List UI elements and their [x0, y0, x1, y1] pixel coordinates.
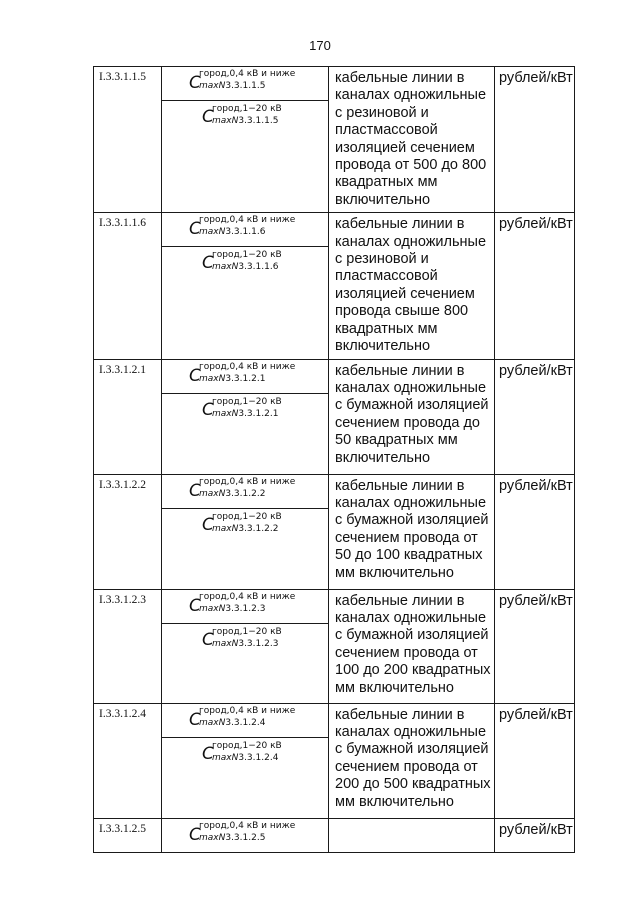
symbol-subscript-prefix: maxN — [212, 638, 239, 649]
symbol-superscript: город,1−20 кВ — [212, 740, 282, 751]
table-row — [94, 67, 575, 213]
symbol-subscript-prefix: maxN — [212, 408, 239, 419]
symbol-subscript-prefix: maxN — [199, 81, 226, 91]
row-symbol-cell — [162, 818, 329, 852]
row-description-cell — [329, 359, 495, 474]
symbol-letter: C — [189, 595, 201, 616]
rate-symbol-low-voltage — [162, 67, 328, 100]
row-description: кабельные линии в каналах одножильные с бумажной изоляцией сечением провода от 200 до 500 квадратных мм включительно — [335, 706, 491, 810]
symbol-subscript — [212, 524, 278, 534]
symbol-subscript-index: 3.3.1.2.3 — [225, 603, 266, 614]
row-description-cell — [329, 213, 495, 359]
symbol-subscript-index: 3.3.1.2.2 — [238, 523, 279, 534]
symbol-subscript-prefix: maxN — [199, 488, 226, 499]
symbol-subscript — [199, 81, 265, 91]
page-number: 170 — [309, 38, 331, 53]
row-code-cell — [94, 213, 162, 359]
rate-symbol-low-voltage — [162, 360, 328, 393]
symbol-superscript: город,1−20 кВ — [212, 511, 282, 522]
symbol-letter: C — [202, 743, 214, 764]
row-symbol-cell — [162, 213, 329, 359]
row-symbol-cell — [162, 67, 329, 213]
symbol-subscript-index: 3.3.1.2.2 — [225, 488, 266, 499]
table-row — [94, 589, 575, 703]
row-unit-cell — [495, 818, 575, 852]
row-code: I.3.3.1.1.5 — [99, 71, 146, 83]
symbol-subscript-index: 3.3.1.1.5 — [238, 116, 279, 126]
symbol-superscript: город,1−20 кВ — [212, 626, 282, 637]
symbol-subscript-index: 3.3.1.2.1 — [225, 373, 266, 384]
row-symbol-cell — [162, 474, 329, 589]
row-code: I.3.3.1.2.1 — [99, 363, 146, 376]
symbol-subscript-prefix: maxN — [199, 832, 226, 843]
symbol-letter: C — [189, 73, 201, 93]
row-unit: рублей/кВт — [499, 362, 573, 379]
symbol-subscript — [199, 833, 265, 843]
rate-symbol-mid-voltage — [162, 508, 328, 542]
symbol-subscript-index: 3.3.1.1.6 — [238, 262, 279, 273]
rate-symbol-mid-voltage — [162, 393, 328, 427]
rate-symbol-low-voltage — [162, 590, 328, 623]
row-code-cell — [94, 67, 162, 213]
symbol-subscript-index: 3.3.1.2.1 — [238, 408, 279, 419]
row-symbol-cell — [162, 589, 329, 703]
row-unit: рублей/кВт — [499, 70, 573, 86]
row-unit-cell — [495, 359, 575, 474]
row-code: I.3.3.1.2.4 — [99, 707, 146, 720]
row-code-cell — [94, 703, 162, 818]
symbol-superscript: город,1−20 кВ — [212, 250, 282, 261]
symbol-letter: C — [202, 107, 214, 127]
symbol-subscript-index: 3.3.1.2.4 — [225, 717, 266, 728]
row-symbol-cell — [162, 703, 329, 818]
rate-symbol-low-voltage — [162, 704, 328, 737]
row-description — [329, 819, 494, 825]
symbol-subscript — [212, 262, 278, 272]
symbol-superscript: город,0,4 кВ и ниже — [199, 215, 296, 226]
row-code-cell — [94, 474, 162, 589]
symbol-subscript — [199, 489, 265, 499]
symbol-letter: C — [189, 709, 201, 730]
symbol-superscript: город,0,4 кВ и ниже — [199, 705, 296, 716]
row-description: кабельные линии в каналах одножильные с бумажной изоляцией сечением провода до 50 квадратных мм включительно — [335, 362, 489, 466]
symbol-superscript: город,0,4 кВ и ниже — [199, 476, 296, 487]
symbol-letter: C — [189, 480, 201, 501]
symbol-subscript-prefix: maxN — [199, 603, 226, 614]
table-row — [94, 213, 575, 359]
symbol-subscript — [199, 374, 265, 384]
symbol-subscript-prefix: maxN — [212, 752, 239, 763]
row-unit-cell — [495, 213, 575, 359]
symbol-superscript: город,1−20 кВ — [212, 396, 282, 407]
row-code: I.3.3.1.2.2 — [99, 478, 146, 491]
row-code-cell — [94, 589, 162, 703]
table-row — [94, 474, 575, 589]
symbol-subscript-index: 3.3.1.1.6 — [225, 227, 266, 238]
symbol-subscript-prefix: maxN — [212, 262, 239, 273]
symbol-subscript-prefix: maxN — [212, 116, 239, 126]
row-code: I.3.3.1.1.6 — [99, 217, 146, 230]
row-description: кабельные линии в каналах одножильные с резиновой и пластмассовой изоляцией сечением провода от 500 до 800 квадратных мм включительно — [335, 70, 487, 208]
row-description-cell — [329, 589, 495, 703]
row-description: кабельные линии в каналах одножильные с бумажной изоляцией сечением провода от 100 до 200 квадратных мм включительно — [335, 592, 491, 696]
symbol-letter: C — [189, 219, 201, 240]
row-code-cell — [94, 818, 162, 852]
rate-symbol-mid-voltage — [162, 100, 328, 134]
symbol-subscript — [212, 409, 278, 419]
rate-symbol-low-voltage — [162, 213, 328, 246]
row-description-cell — [329, 818, 495, 852]
row-unit: рублей/кВт — [499, 821, 573, 838]
table-row — [94, 703, 575, 818]
row-description-cell — [329, 67, 495, 213]
row-unit-cell — [495, 67, 575, 213]
row-description-cell — [329, 474, 495, 589]
rate-symbol-mid-voltage — [162, 737, 328, 771]
symbol-subscript — [199, 227, 265, 237]
symbol-superscript: город,0,4 кВ и ниже — [199, 361, 296, 372]
symbol-subscript-prefix: maxN — [199, 227, 226, 238]
symbol-letter: C — [202, 399, 214, 420]
symbol-subscript-index: 3.3.1.2.3 — [238, 638, 279, 649]
table-row — [94, 359, 575, 474]
symbol-letter: C — [202, 514, 214, 535]
symbol-letter: C — [202, 253, 214, 274]
symbol-superscript: город,0,4 кВ и ниже — [199, 820, 296, 831]
tariff-table — [93, 66, 575, 853]
symbol-subscript — [212, 753, 278, 763]
row-unit: рублей/кВт — [499, 592, 573, 609]
symbol-superscript: город,1−20 кВ — [212, 104, 282, 114]
symbol-subscript-index: 3.3.1.1.5 — [225, 81, 266, 91]
symbol-subscript-index: 3.3.1.2.5 — [225, 832, 266, 843]
row-unit: рублей/кВт — [499, 706, 573, 723]
symbol-letter: C — [189, 365, 201, 386]
rate-symbol-low-voltage — [162, 475, 328, 508]
symbol-superscript: город,0,4 кВ и ниже — [199, 69, 296, 79]
symbol-subscript-index: 3.3.1.2.4 — [238, 752, 279, 763]
rate-symbol-low-voltage — [162, 819, 328, 852]
symbol-subscript-prefix: maxN — [212, 523, 239, 534]
symbol-superscript: город,0,4 кВ и ниже — [199, 591, 296, 602]
row-description: кабельные линии в каналах одножильные с резиновой и пластмассовой изоляцией сечением провода свыше 800 квадратных мм включительно — [335, 216, 487, 355]
row-code: I.3.3.1.2.5 — [99, 822, 146, 835]
row-symbol-cell — [162, 359, 329, 474]
row-unit-cell — [495, 589, 575, 703]
symbol-subscript — [212, 116, 278, 126]
table-row — [94, 818, 575, 852]
row-unit: рублей/кВт — [499, 477, 573, 494]
symbol-letter: C — [202, 629, 214, 650]
symbol-subscript-prefix: maxN — [199, 373, 226, 384]
symbol-letter: C — [189, 824, 201, 845]
row-code-cell — [94, 359, 162, 474]
table-body — [94, 67, 575, 853]
rate-symbol-mid-voltage — [162, 246, 328, 280]
symbol-subscript — [212, 639, 278, 649]
symbol-subscript — [199, 604, 265, 614]
symbol-subscript-prefix: maxN — [199, 717, 226, 728]
symbol-subscript — [199, 718, 265, 728]
row-description: кабельные линии в каналах одножильные с бумажной изоляцией сечением провода от 50 до 100 квадратных мм включительно — [335, 477, 489, 581]
row-unit-cell — [495, 474, 575, 589]
row-description-cell — [329, 703, 495, 818]
rate-symbol-mid-voltage — [162, 623, 328, 657]
row-code: I.3.3.1.2.3 — [99, 593, 146, 606]
row-unit: рублей/кВт — [499, 216, 573, 233]
row-unit-cell — [495, 703, 575, 818]
